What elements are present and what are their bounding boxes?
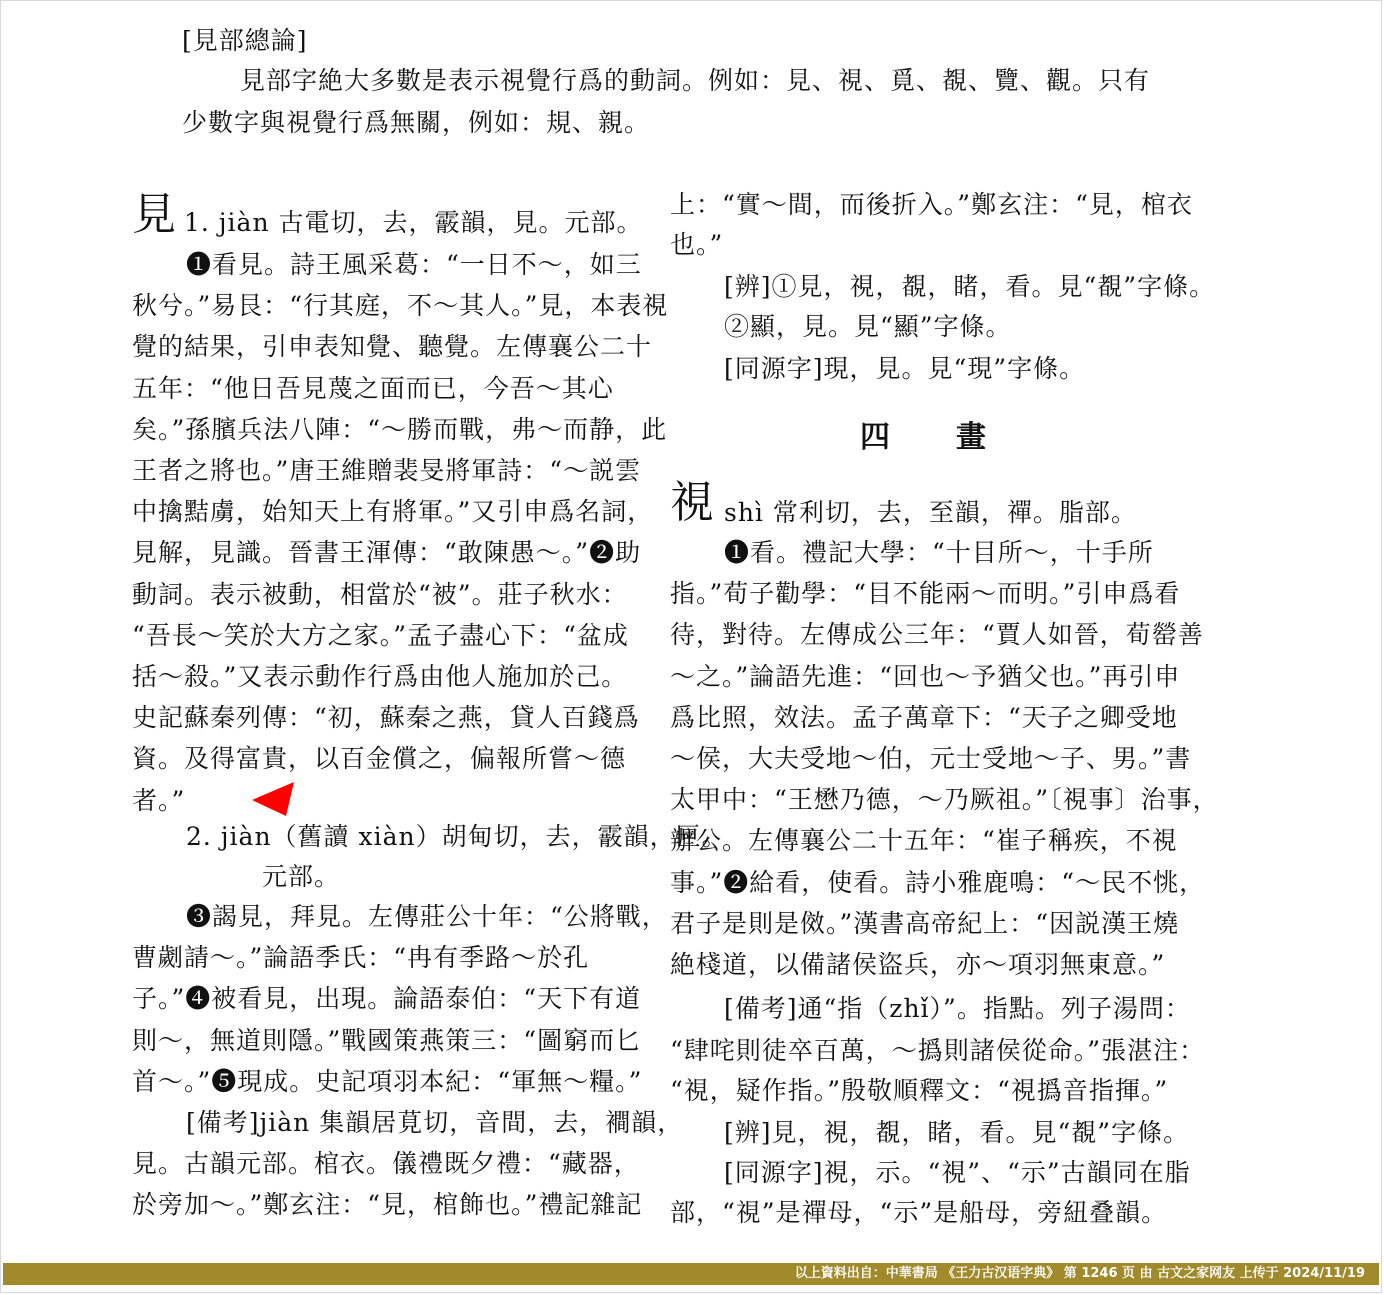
left-line2-6: [備考]jiàn 集韻居莧切，音間，去，襇韻， <box>186 1108 684 1137</box>
left-line-10: “吾長～笑於大方之家。”孟子盡心下：“盆成 <box>132 620 629 650</box>
left-line2-3: 子。”❹被看見，出現。論語泰伯：“天下有道 <box>132 984 642 1014</box>
left-line2-4: 則～，無道則隱。”戰國策燕策三：“圖窮而匕 <box>132 1025 642 1055</box>
left-line2-7: 見。古韻元部。棺衣。儀禮既夕禮：“藏器， <box>132 1149 640 1179</box>
tongyuan-note-1: [同源字]現，見。見“現”字條。 <box>724 354 1086 383</box>
entry-header: 1. jiàn 古電切，去，霰韻，見。元部。 <box>184 208 643 237</box>
right-line2-1: ❶看。禮記大學：“十目所～，十手所 <box>724 538 1154 567</box>
bian-note-2: ②顯，見。見“顯”字條。 <box>724 312 1012 341</box>
tongyuan-note-2: [同源字]視，示。“視”、“示”古韻同在脂 <box>724 1158 1191 1187</box>
head-char-shi: 視 <box>670 477 714 528</box>
left-line-12: 史記蘇秦列傳：“初，蘇秦之燕，貸人百錢爲 <box>132 703 640 733</box>
bian-note-1: [辨]①見，視，覩，睹，看。見“覩”字條。 <box>724 272 1216 301</box>
left-line-4: 五年：“他日吾見蔑之面而已，今吾～其心 <box>132 373 614 403</box>
left-line2-1: ❸謁見，拜見。左傳莊公十年：“公將戰， <box>186 902 668 931</box>
left-line-9: 動詞。表示被動，相當於“被”。莊子秋水： <box>132 579 628 609</box>
left-line-6: 王者之將也。”唐王維贈裴旻將軍詩：“～説雲 <box>132 456 642 485</box>
right-line2-4: ～之。”論語先進：“回也～予猶父也。”再引申 <box>670 661 1181 691</box>
head-char-jian: 見 <box>132 189 176 240</box>
red-arrow-icon <box>250 780 298 818</box>
right-line2-3: 待，對待。左傳成公三年：“賈人如晉，荀罃善 <box>670 620 1204 650</box>
bian-note-3: [辨]見，視，覩，睹，看。見“覩”字條。 <box>724 1118 1190 1147</box>
right-line-2: 也。” <box>670 230 724 259</box>
right-line2-11: 絶棧道，以備諸侯盜兵，亦～項羽無東意。” <box>670 950 1166 979</box>
left-line-1: ❶看見。詩王風采葛：“一日不～，如三 <box>186 250 642 279</box>
left-line-7: 中擒黠虜，始知天上有將軍。”又引申爲名詞， <box>132 497 654 527</box>
note-line-2: 少數字與視覺行爲無關，例如：規、親。 <box>182 108 651 137</box>
left-line-5: 矣。”孫臏兵法八陣：“～勝而戰，弗～而静，此 <box>132 414 668 444</box>
left-line-13: 資。及得富貴，以百金償之，偏報所嘗～德 <box>132 744 627 774</box>
section-heading: 四 畫 <box>860 420 988 455</box>
source-footer <box>3 1263 1379 1285</box>
right-line-1: 上：“實～間，而後折入。”鄭玄注：“見，棺衣 <box>670 190 1193 219</box>
beikao-line-1: [備考]通“指（zhǐ）”。指點。列子湯問： <box>724 994 1191 1023</box>
note-line-1: 見部字絶大多數是表示視覺行爲的動詞。例如：見、視、覓、覩、覽、觀。只有 <box>240 66 1151 95</box>
right-line2-2: 指。”荀子勸學：“目不能兩～而明。”引申爲看 <box>670 579 1181 609</box>
entry-header-shi: shì 常利切，去，至韻，禪。脂部。 <box>724 498 1137 527</box>
left-line-11: 括～殺。”又表示動作行爲由他人施加於己。 <box>132 662 628 691</box>
right-line2-10: 君子是則是傚。”漢書高帝紀上：“因説漢王燒 <box>670 908 1180 938</box>
left-line2-8: 於旁加～。”鄭玄注：“見，棺飾也。”禮記雜記 <box>132 1190 643 1220</box>
left-line-14: 者。” <box>132 785 186 815</box>
footer-text: 以上資料出自：中華書局 《王力古汉语字典》 第 1246 页 由 古文之家网友 上传于 2024/11/19 <box>794 1266 1365 1281</box>
sense2-header-cont: 元部。 <box>262 862 341 891</box>
right-line2-6: ～侯，大夫受地～伯，元士受地～子、男。”書 <box>670 744 1192 773</box>
left-line2-2: 曹劌請～。”論語季氏：“冉有季路～於孔 <box>132 943 590 973</box>
beikao-line-3: “視，疑作指。”殷敬順釋文：“視撝音指揮。” <box>670 1076 1169 1105</box>
left-line-8: 見解，見識。晉書王渾傳：“敢陳愚～。”❷助 <box>132 538 642 568</box>
left-line-3: 覺的結果，引申表知覺、聽覺。左傳襄公二十 <box>132 332 653 362</box>
right-line2-5: 爲比照，效法。孟子萬章下：“天子之卿受地 <box>670 702 1178 732</box>
right-line2-8: 辦公。左傳襄公二十五年：“崔子稱疾，不視 <box>670 826 1178 856</box>
right-line2-7: 太甲中：“王懋乃德，～乃厥祖。”〔視事〕治事， <box>670 785 1219 815</box>
sense2-header: 2. jiàn（舊讀 xiàn）胡甸切，去，霰韻，匣。 <box>186 822 728 851</box>
left-line-2: 秋兮。”易艮：“行其庭，不～其人。”見，本表視 <box>132 291 669 321</box>
beikao-line-2: “肆咤則徒卒百萬，～撝則諸侯從命。”張湛注： <box>670 1036 1206 1065</box>
section-title: [見部總論] <box>182 26 308 55</box>
right-line2-9: 事。”❷給看，使看。詩小雅鹿鳴：“～民不恌， <box>670 867 1206 897</box>
tongyuan-note-2-cont: 部，“視”是禪母，“示”是船母，旁紐叠韻。 <box>670 1198 1168 1227</box>
left-line2-5: 首～。”❺現成。史記項羽本紀：“軍無～糧。” <box>132 1066 643 1096</box>
